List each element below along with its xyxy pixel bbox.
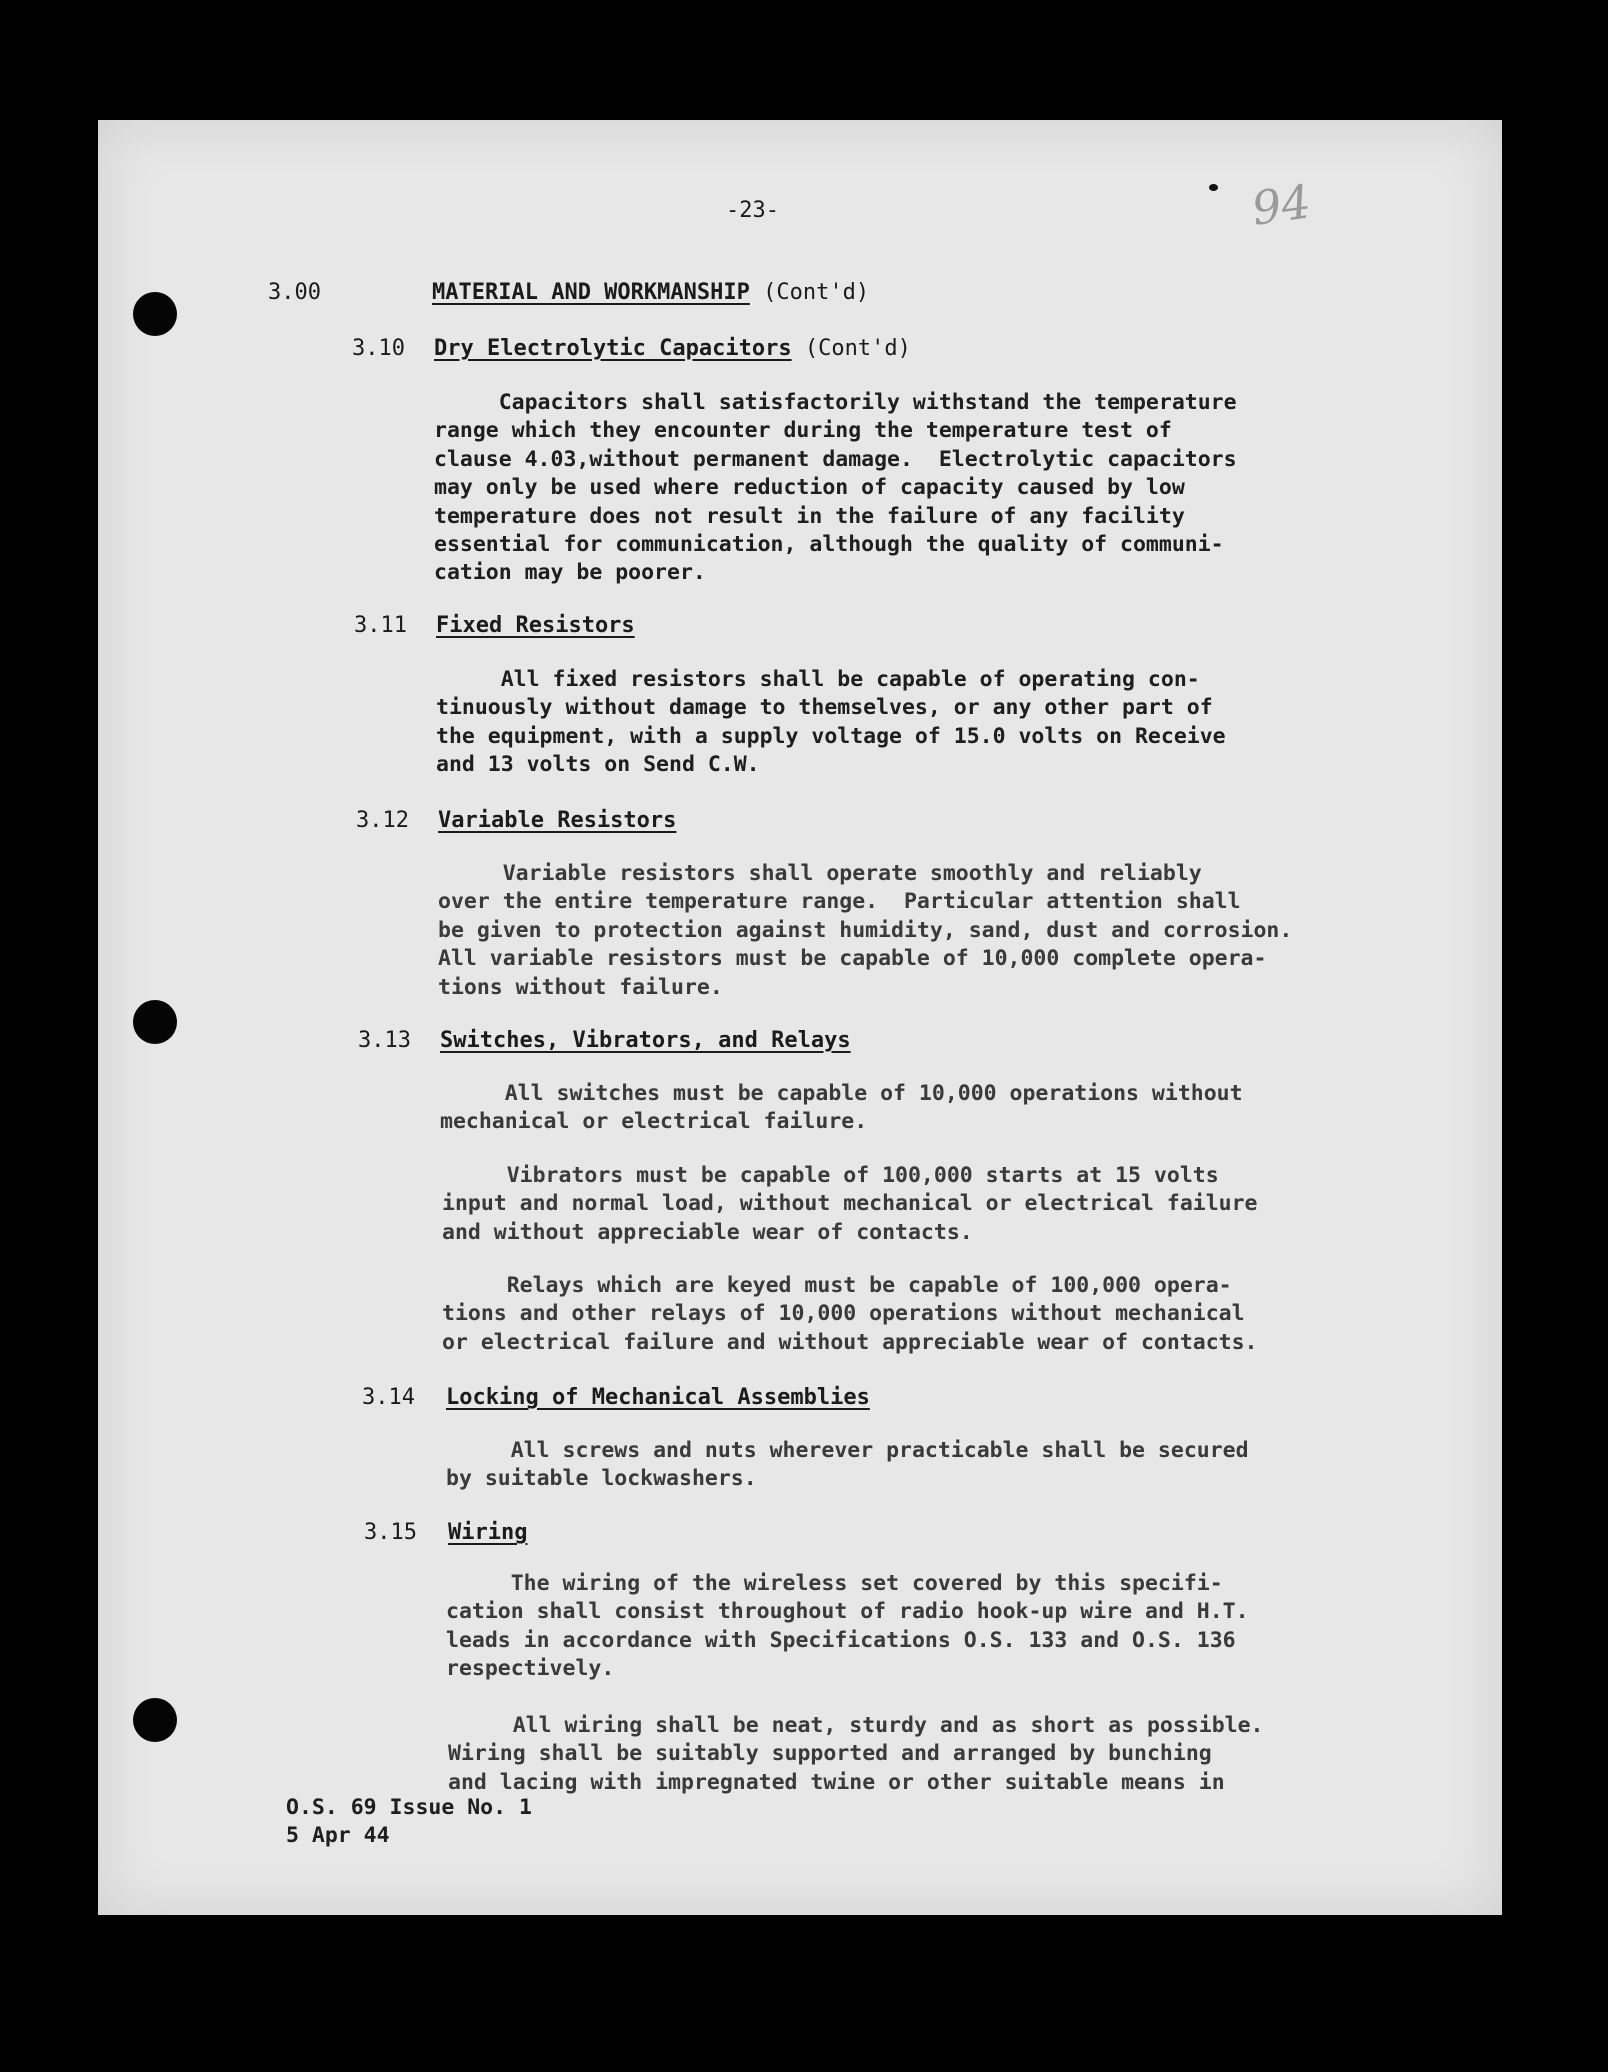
paragraph-line: All switches must be capable of 10,000 operations without: [440, 1081, 1243, 1106]
ink-dot: [1209, 184, 1218, 191]
paragraph-variable-resistors: [438, 860, 1292, 1002]
punch-hole-bottom: [133, 1698, 177, 1742]
paragraph-line: tinuously without damage to themselves, or any other part of: [436, 695, 1213, 721]
section-title: [432, 280, 869, 305]
subsection-number: 3.15: [364, 1520, 417, 1545]
subsection-title-text: Locking of Mechanical Assemblies: [446, 1385, 870, 1410]
paragraph-line: and without appreciable wear of contacts.: [442, 1219, 973, 1245]
subsection-title: [434, 336, 911, 361]
subsection-title-text: Dry Electrolytic Capacitors: [434, 336, 792, 361]
paragraph-line: cation shall consist throughout of radio hook-up wire and H.T.: [446, 1599, 1249, 1625]
paragraph-line: All variable resistors must be capable of 10,000 complete opera-: [438, 946, 1267, 972]
document-footer: [286, 1794, 532, 1851]
subsection-title: [440, 1028, 851, 1053]
subsection-title-suffix: (Cont'd): [804, 336, 911, 361]
paragraph-line: Variable resistors shall operate smoothly and reliably: [438, 861, 1202, 886]
paragraph-line: Wiring shall be suitably supported and arranged by bunching: [448, 1741, 1212, 1767]
paragraph-line: clause 4.03,without permanent damage. Electrolytic capacitors: [434, 446, 1237, 472]
punch-hole-top: [133, 292, 177, 336]
paragraph-line: Vibrators must be capable of 100,000 starts at 15 volts: [442, 1163, 1219, 1188]
subsection-number: 3.10: [352, 336, 405, 361]
punch-hole-middle: [133, 1000, 177, 1044]
paragraph-line: by suitable lockwashers.: [446, 1466, 757, 1492]
subsection-number: 3.11: [354, 613, 407, 638]
subsection-title-text: Wiring: [448, 1520, 528, 1545]
paragraph-line: tions and other relays of 10,000 operations without mechanical: [442, 1301, 1245, 1327]
paragraph-line: temperature does not result in the failure of any facility: [434, 503, 1185, 529]
paragraph-line: cation may be poorer.: [434, 560, 706, 586]
paragraph-line: be given to protection against humidity, sand, dust and corrosion.: [438, 917, 1293, 943]
paragraph-line: may only be used where reduction of capacity caused by low: [434, 475, 1185, 501]
paragraph-line: All fixed resistors shall be capable of operating con-: [436, 667, 1200, 692]
subsection-number: 3.13: [358, 1028, 411, 1053]
paragraph-line: Relays which are keyed must be capable of 100,000 opera-: [442, 1273, 1232, 1298]
paragraph-relays: [442, 1272, 1257, 1357]
handwritten-folio-number: 94: [1248, 174, 1315, 236]
subsection-title: [446, 1385, 870, 1410]
subsection-title: [438, 808, 676, 833]
paragraph-line: essential for communication, although the quality of communi-: [434, 532, 1224, 558]
paragraph-line: The wiring of the wireless set covered by this specifi-: [446, 1571, 1223, 1596]
subsection-title-text: Variable Resistors: [438, 808, 677, 833]
paragraph-line: tions without failure.: [438, 974, 723, 1000]
paragraph-capacitors: [434, 389, 1237, 588]
footer-issue: O.S. 69 Issue No. 1: [286, 1795, 532, 1820]
paragraph-wiring-neat: [448, 1712, 1263, 1797]
paragraph-line: All wiring shall be neat, sturdy and as short as possible.: [448, 1713, 1264, 1738]
paragraph-line: leads in accordance with Specifications O.S. 133 and O.S. 136: [446, 1627, 1236, 1653]
paragraph-line: the equipment, with a supply voltage of 15.0 volts on Receive: [436, 723, 1226, 749]
subsection-number: 3.12: [356, 808, 409, 833]
section-number: 3.00: [268, 280, 321, 305]
subsection-title-text: Fixed Resistors: [436, 613, 635, 638]
paragraph-wiring: [446, 1570, 1249, 1684]
paragraph-line: and lacing with impregnated twine or other suitable means in: [448, 1769, 1225, 1795]
paragraph-line: mechanical or electrical failure.: [440, 1109, 868, 1135]
paragraph-line: All screws and nuts wherever practicable shall be secured: [446, 1438, 1249, 1463]
paragraph-line: and 13 volts on Send C.W.: [436, 752, 760, 778]
subsection-title: [448, 1520, 527, 1545]
paragraph-line: or electrical failure and without appreciable wear of contacts.: [442, 1329, 1258, 1355]
section-title-text: MATERIAL AND WORKMANSHIP: [432, 280, 750, 305]
paragraph-line: respectively.: [446, 1656, 615, 1682]
paragraph-switches: [440, 1080, 1243, 1137]
paragraph-line: range which they encounter during the temperature test of: [434, 418, 1172, 444]
paragraph-locking: [446, 1437, 1249, 1494]
paragraph-line: Capacitors shall satisfactorily withstand the temperature: [434, 390, 1237, 415]
section-title-suffix: (Cont'd): [763, 280, 870, 305]
subsection-title: [436, 613, 635, 638]
paragraph-vibrators: [442, 1162, 1257, 1247]
paragraph-fixed-resistors: [436, 666, 1226, 780]
page-number: -23-: [726, 198, 779, 223]
paragraph-line: over the entire temperature range. Particular attention shall: [438, 889, 1241, 915]
footer-date: 5 Apr 44: [286, 1823, 390, 1849]
subsection-title-text: Switches, Vibrators, and Relays: [440, 1028, 851, 1053]
subsection-number: 3.14: [362, 1385, 415, 1410]
paragraph-line: input and normal load, without mechanical or electrical failure: [442, 1191, 1258, 1217]
